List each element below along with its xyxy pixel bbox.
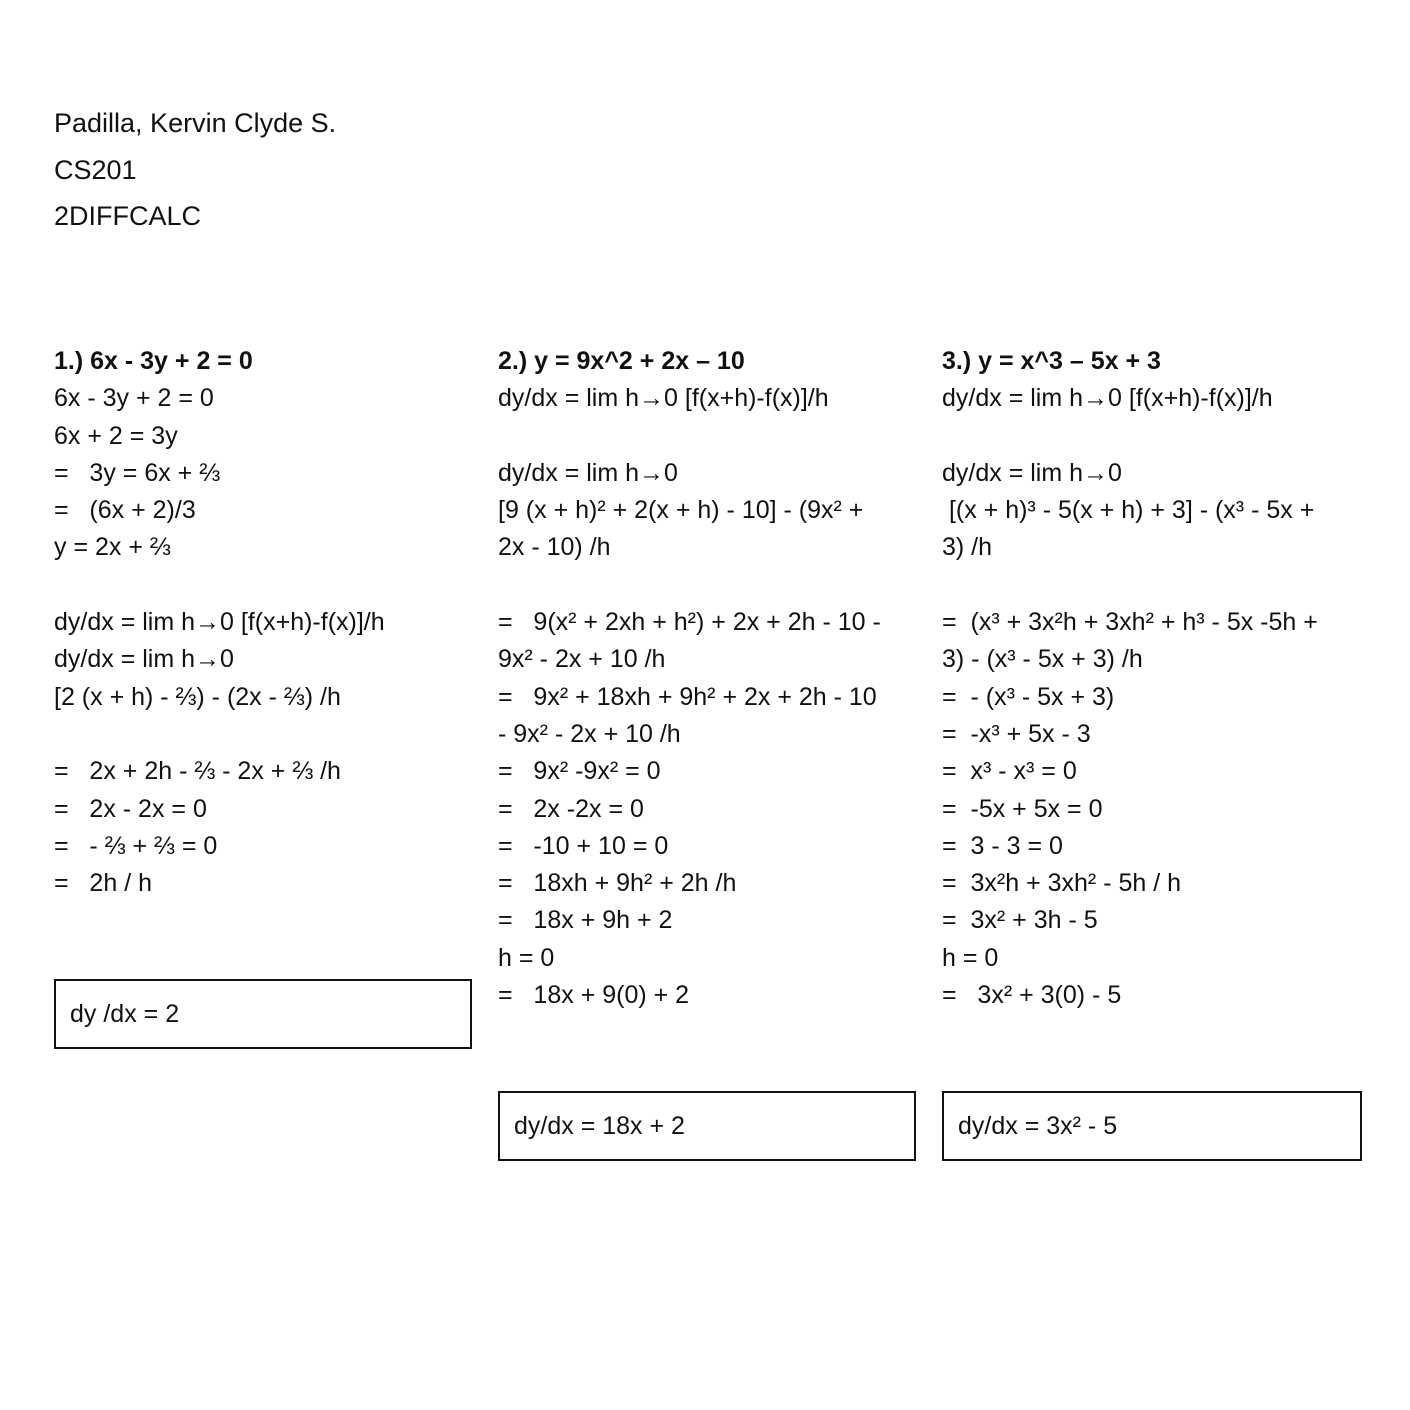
problem-1 xyxy=(54,343,474,902)
blank-line xyxy=(498,418,918,455)
blank-line xyxy=(54,716,474,753)
section-label: 2DIFFCALC xyxy=(54,201,202,231)
solution-line: = 3x² + 3(0) - 5 xyxy=(942,981,1122,1010)
solution-line: [2 (x + h) - ⅔) - (2x - ⅔) /h xyxy=(54,682,341,711)
solution-line: = -10 + 10 = 0 xyxy=(498,831,669,860)
solution-line: 3) - (x³ - 5x + 3) /h xyxy=(942,645,1143,674)
problem-title: 2.) y = 9x^2 + 2x – 10 xyxy=(498,347,745,375)
solution-line: = x³ - x³ = 0 xyxy=(942,757,1077,786)
solution-line: = 9x² + 18xh + 9h² + 2x + 2h - 10 xyxy=(498,682,877,711)
blank-line xyxy=(54,567,474,604)
solution-line: = 2x + 2h - ⅔ - 2x + ⅔ /h xyxy=(54,757,341,786)
solution-line: = 3y = 6x + ⅔ xyxy=(54,458,221,487)
blank-line xyxy=(942,567,1367,604)
answer-box-3: dy/dx = 3x² - 5 xyxy=(942,1091,1362,1161)
problem-3 xyxy=(942,343,1367,1014)
solution-line: = 18x + 9h + 2 xyxy=(498,906,673,935)
student-info xyxy=(54,100,336,240)
solution-line: y = 2x + ⅔ xyxy=(54,533,171,562)
solution-line: = -x³ + 5x - 3 xyxy=(942,719,1091,748)
solution-line: = 2h / h xyxy=(54,869,152,898)
student-name: Padilla, Kervin Clyde S. xyxy=(54,108,337,138)
course-code: CS201 xyxy=(54,154,137,185)
solution-line: dy/dx = lim h→0 [f(x+h)-f(x)]/h xyxy=(54,608,385,637)
solution-line: 6x - 3y + 2 = 0 xyxy=(54,384,214,413)
solution-line: = 3x²h + 3xh² - 5h / h xyxy=(942,869,1182,898)
problem-title: 3.) y = x^3 – 5x + 3 xyxy=(942,347,1161,375)
solution-line: = 3x² + 3h - 5 xyxy=(942,906,1098,935)
solution-line: [(x + h)³ - 5(x + h) + 3] - (x³ - 5x + xyxy=(942,496,1315,525)
solution-line: 9x² - 2x + 10 /h xyxy=(498,645,666,674)
answer-box-2: dy/dx = 18x + 2 xyxy=(498,1091,916,1161)
solution-line: = (x³ + 3x²h + 3xh² + h³ - 5x -5h + xyxy=(942,608,1318,637)
solution-line: [9 (x + h)² + 2(x + h) - 10] - (9x² + xyxy=(498,496,864,525)
solution-line: = 18xh + 9h² + 2h /h xyxy=(498,869,737,898)
problem-2 xyxy=(498,343,918,1014)
solution-line: = - (x³ - 5x + 3) xyxy=(942,682,1115,711)
problem-title: 1.) 6x - 3y + 2 = 0 xyxy=(54,347,253,375)
blank-line xyxy=(942,418,1367,455)
blank-line xyxy=(498,567,918,604)
solution-line: dy/dx = lim h→0 xyxy=(498,458,678,487)
solution-line: = - ⅔ + ⅔ = 0 xyxy=(54,831,218,860)
solution-line: dy/dx = lim h→0 [f(x+h)-f(x)]/h xyxy=(942,384,1273,413)
solution-line: 6x + 2 = 3y xyxy=(54,421,178,450)
solution-line: - 9x² - 2x + 10 /h xyxy=(498,719,681,748)
solution-line: = 2x - 2x = 0 xyxy=(54,794,207,823)
solution-line: h = 0 xyxy=(498,943,555,972)
solution-line: h = 0 xyxy=(942,943,999,972)
solution-line: = 3 - 3 = 0 xyxy=(942,831,1063,860)
solution-line: = 9(x² + 2xh + h²) + 2x + 2h - 10 - xyxy=(498,608,881,637)
solution-line: 2x - 10) /h xyxy=(498,533,611,562)
solution-line: dy/dx = lim h→0 [f(x+h)-f(x)]/h xyxy=(498,384,829,413)
solution-line: = -5x + 5x = 0 xyxy=(942,794,1103,823)
solution-line: = 9x² -9x² = 0 xyxy=(498,757,661,786)
answer-box-1: dy /dx = 2 xyxy=(54,979,472,1049)
solution-line: = 18x + 9(0) + 2 xyxy=(498,981,690,1010)
solution-line: dy/dx = lim h→0 xyxy=(54,645,234,674)
solution-line: = (6x + 2)/3 xyxy=(54,496,196,525)
solution-line: 3) /h xyxy=(942,533,993,562)
solution-line: = 2x -2x = 0 xyxy=(498,794,644,823)
solution-line: dy/dx = lim h→0 xyxy=(942,458,1122,487)
